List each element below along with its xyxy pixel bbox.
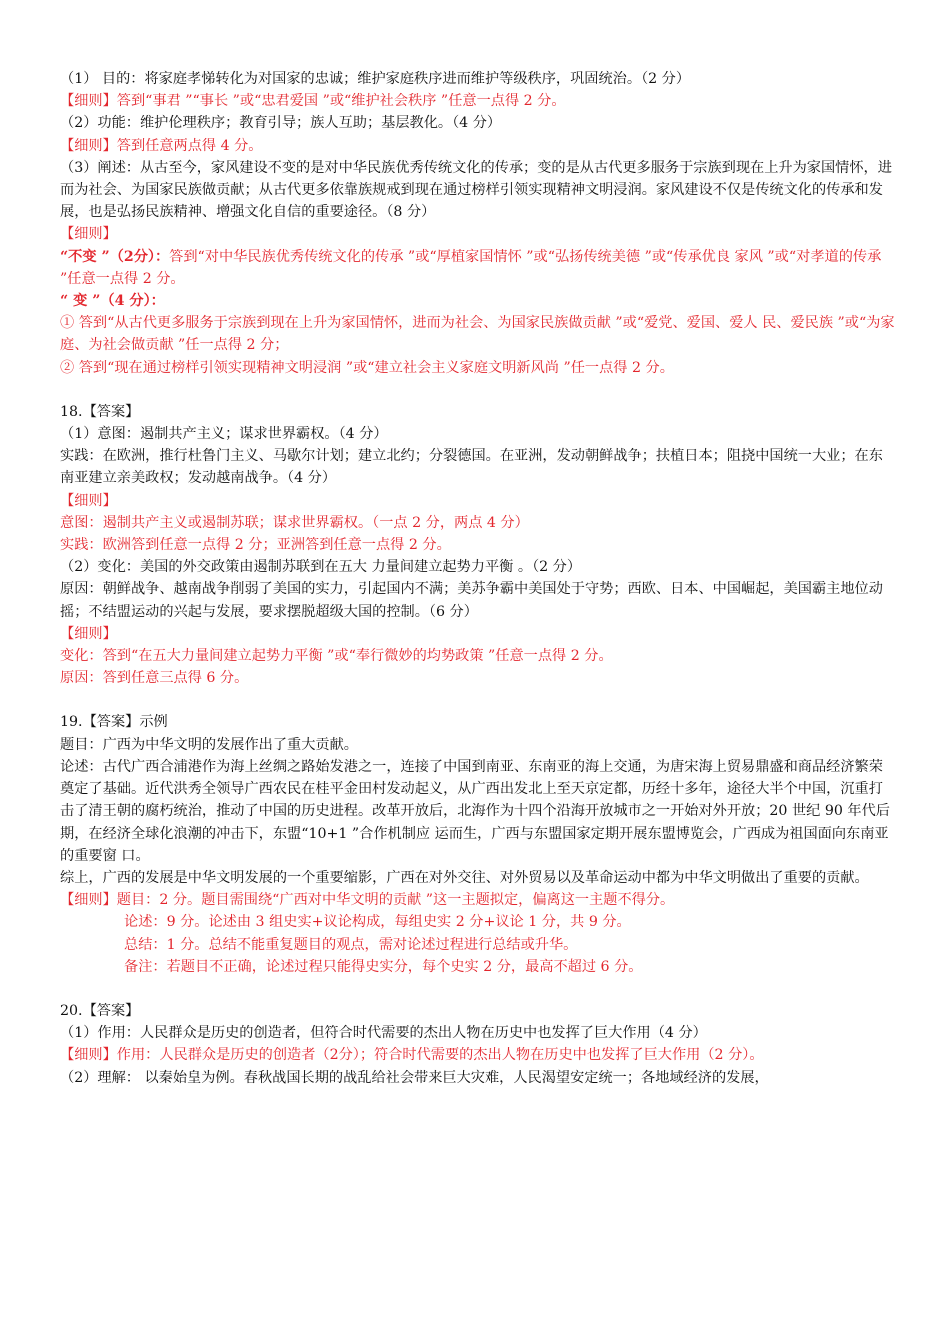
q18-heading: 18.【答案】 <box>60 403 140 420</box>
q18-rubric-reason: 原因：答到任意三点得 6 分。 <box>60 670 249 687</box>
q19-rubric-argument: 论述：9 分。论述由 3 组史实+议论构成，每组史实 2 分+议论 1 分，共 9 分。 <box>124 914 631 931</box>
q20-heading: 20.【答案】 <box>60 1002 140 1019</box>
q20-part2: （2）理解： 以秦始皇为例。春秋战国长期的战乱给社会带来巨大灾难，人民渴望安定统一；各地域经济的发展， <box>60 1069 769 1086</box>
q17-rubric-unchanged <box>60 246 896 290</box>
q18-rubric-heading: 【细则】 <box>60 492 117 509</box>
q18-rubric-heading-2: 【细则】 <box>60 625 117 642</box>
q18-rubric-intent: 意图：遏制共产主义或遏制苏联；谋求世界霸权。（一点 2 分，两点 4 分） <box>60 514 529 531</box>
spacer <box>60 978 896 1000</box>
q17-unchanged-text: 答到“对中华民族优秀传统文化的传承 ”或“厚植家国情怀 ”或“弘扬传统美德 ”或“传承优良 家风 ”或“对孝道的传承 ”任意一点得 2 分。 <box>60 248 882 287</box>
q19-rubric-summary: 总结：1 分。总结不能重复题目的观点，需对论述过程进行总结或升华。 <box>124 936 578 953</box>
q19-rubric-title: 【细则】题目：2 分。题目需围绕“广西对中华文明的贡献 ”这一主题拟定，偏离这一主题不得分。 <box>60 892 675 909</box>
q18-rubric-practice: 实践：欧洲答到任意一点得 2 分；亚洲答到任意一点得 2 分。 <box>60 537 451 554</box>
q20-rubric: 【细则】作用：人民群众是历史的创造者（2分）；符合时代需要的杰出人物在历史中也发挥了巨大作用（2 分）。 <box>60 1047 764 1064</box>
q18-part1-intent: （1）意图：遏制共产主义；谋求世界霸权。（4 分） <box>60 426 388 443</box>
q17-unchanged-label: “不变 ”（2分）： <box>60 248 170 265</box>
q17-part1-rubric: 【细则】答到“事君 ”“事长 ”或“忠君爱国 ”或“维护社会秩序 ”任意一点得 2 分。 <box>60 93 566 110</box>
q17-part3: （3）阐述：从古至今，家风建设不变的是对中华民族优秀传统文化的传承；变的是从古代更多服务于宗族到现在上升为家国情怀，进而为社会、为国家民族做贡献；从古代更多依靠族规戒到现在通过榜样引领实现精神文明浸润。家风建设不仅是传统文化的传承和发展，也是弘扬民族精神、增强文化自信的重要途径。（8 分） <box>60 159 892 221</box>
q17-rubric-heading: 【细则】 <box>60 226 117 243</box>
q18-part2-change: （2）变化：美国的外交政策由遏制苏联到在五大 力量间建立起势力平衡 。（2 分） <box>60 559 582 576</box>
answer-key-page <box>60 68 896 1089</box>
q19-rubric-note: 备注：若题目不正确，论述过程只能得史实分，每个史实 2 分，最高不超过 6 分。 <box>124 958 643 975</box>
q19-argument: 论述：古代广西合浦港作为海上丝绸之路始发港之一，连接了中国到南亚、东南亚的海上交通，为唐宋海上贸易鼎盛和商品经济繁荣奠定了基础。近代洪秀全领导广西农民在桂平金田村发动起义，从广西出发北上至天京定都，历经十多年，途径大半个中国，沉重打击了清王朝的腐朽统治，推动了中国的历史进程。改革开放后，北海作为十四个沿海开放城市之一开始对外开放；20 世纪 90 年代后期，在经济全球化浪潮的冲击下，东盟“10+1 ”合作机制应 运而生，广西与东盟国家定期开展东盟博览会，广西成为祖国面向东南亚的重要窗 口。 <box>60 758 890 864</box>
q17-part2: （2）功能：维护伦理秩序；教育引导；族人互助；基层教化。（4 分） <box>60 115 502 132</box>
q17-part2-rubric: 【细则】答到任意两点得 4 分。 <box>60 137 263 154</box>
q17-rubric-changed-label: “ 变 ”（4 分）： <box>60 293 165 310</box>
q17-part1: （1） 目的：将家庭孝悌转化为对国家的忠诚；维护家庭秩序进而维护等级秩序，巩固统治。（2 分） <box>60 71 691 87</box>
q19-heading: 19.【答案】示例 <box>60 714 168 731</box>
q18-part1-practice: 实践：在欧洲，推行杜鲁门主义、马歇尔计划；建立北约；分裂德国。在亚洲，发动朝鲜战争；扶植日本；阻挠中国统一大业；在东南亚建立亲美政权；发动越南战争。（4 分） <box>60 448 883 487</box>
q18-part2-reason: 原因：朝鲜战争、越南战争削弱了美国的实力，引起国内不满；美苏争霸中美国处于守势；西欧、日本、中国崛起，美国霸主地位动摇；不结盟运动的兴起与发展，要求摆脱超级大国的控制。（6 分） <box>60 581 883 620</box>
q19-summary: 综上，广西的发展是中华文明发展的一个重要缩影，广西在对外交往、对外贸易以及革命运动中都为中华文明做出了重要的贡献。 <box>60 869 869 886</box>
q17-rubric-changed-2: ② 答到“现在通过榜样引领实现精神文明浸润 ”或“建立社会主义家庭文明新风尚 ”任一点得 2 分。 <box>60 359 674 376</box>
q18-rubric-change: 变化：答到“在五大力量间建立起势力平衡 ”或“奉行微妙的均势政策 ”任意一点得 2 分。 <box>60 648 613 665</box>
q20-part1: （1）作用：人民群众是历史的创造者，但符合时代需要的杰出人物在历史中也发挥了巨大作用（4 分） <box>60 1025 707 1042</box>
q17-rubric-changed-1: ① 答到“从古代更多服务于宗族到现在上升为家国情怀，进而为社会、为国家民族做贡献 ”或“爱党、爱国、爱人 民、爱民族 ”或“为家庭、为社会做贡献 ”任一点得 2 分； <box>60 315 895 354</box>
spacer <box>60 379 896 401</box>
spacer <box>60 689 896 711</box>
q19-title: 题目：广西为中华文明的发展作出了重大贡献。 <box>60 736 358 753</box>
